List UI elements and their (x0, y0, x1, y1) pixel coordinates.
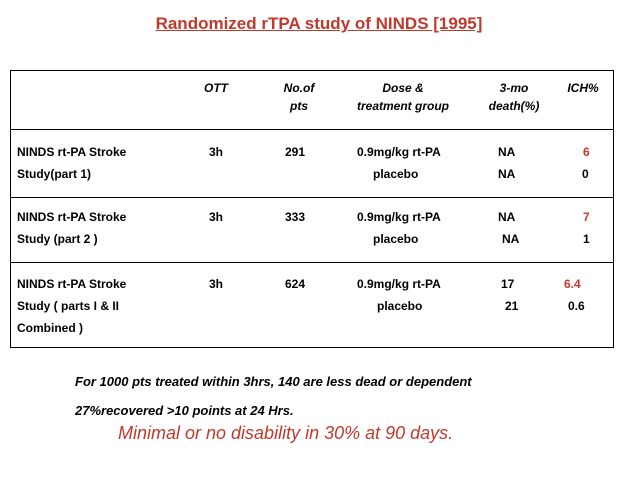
study-name-line2: Study ( parts I & II (17, 299, 120, 313)
row-divider (11, 262, 613, 263)
header-num-pts-line2: pts (290, 99, 308, 113)
death-placebo: NA (502, 232, 520, 246)
ott-value: 3h (209, 277, 224, 291)
header-num-pts-line1: No.of (283, 81, 315, 95)
study-name-line1: NINDS rt-PA Stroke (17, 145, 127, 159)
ich-treatment: 6.4 (564, 277, 581, 291)
study-name-line3: Combined ) (17, 321, 83, 335)
header-ott: OTT (204, 81, 228, 95)
dose-treatment: 0.9mg/kg rt-PA (357, 277, 441, 291)
death-placebo: 21 (505, 299, 519, 313)
study-name-line2: Study (part 2 ) (17, 232, 98, 246)
pts-value: 624 (285, 277, 306, 291)
note-line-2: 27%recovered >10 points at 24 Hrs. (75, 403, 294, 418)
ich-placebo: 1 (583, 232, 590, 246)
header-dose-line2: treatment group (356, 99, 449, 113)
header-ich: ICH% (567, 81, 599, 95)
row-divider (11, 197, 613, 198)
row-divider (11, 129, 613, 130)
study-name-line2: Study(part 1) (17, 167, 92, 181)
pts-value: 291 (285, 145, 306, 159)
slide-title: Randomized rTPA study of NINDS [1995] (155, 14, 483, 33)
note-line-1: For 1000 pts treated within 3hrs, 140 are less dead or dependent (75, 374, 472, 389)
ich-treatment: 7 (583, 210, 590, 224)
ich-placebo: 0 (582, 167, 589, 181)
ott-value: 3h (209, 145, 224, 159)
pts-value: 333 (285, 210, 306, 224)
dose-placebo: placebo (373, 167, 419, 181)
study-name-line1: NINDS rt-PA Stroke (17, 210, 127, 224)
dose-placebo: placebo (373, 232, 419, 246)
death-placebo: NA (498, 167, 516, 181)
dose-placebo: placebo (377, 299, 423, 313)
header-3mo-death-line2: death(%) (488, 99, 540, 113)
dose-treatment: 0.9mg/kg rt-PA (357, 210, 441, 224)
ich-placebo: 0.6 (568, 299, 585, 313)
results-table (10, 70, 614, 348)
header-dose-line1: Dose & (382, 81, 424, 95)
study-name-line1: NINDS rt-PA Stroke (17, 277, 127, 291)
dose-treatment: 0.9mg/kg rt-PA (357, 145, 441, 159)
header-3mo-death-line1: 3-mo (499, 81, 529, 95)
highlight-note: Minimal or no disability in 30% at 90 days. (118, 423, 454, 443)
ott-value: 3h (209, 210, 224, 224)
ich-treatment: 6 (583, 145, 590, 159)
death-treatment: 17 (501, 277, 515, 291)
death-treatment: NA (498, 210, 516, 224)
death-treatment: NA (498, 145, 516, 159)
